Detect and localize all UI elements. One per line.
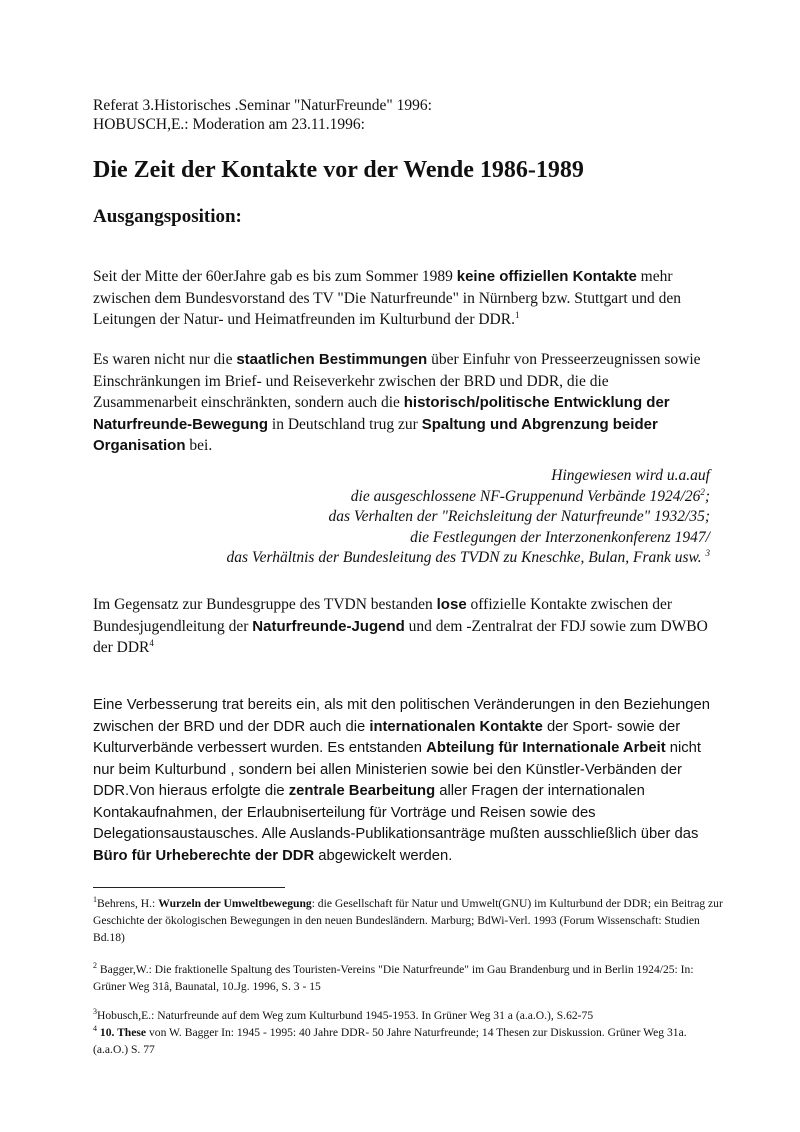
footnote-ref-2: 2 xyxy=(700,486,705,497)
paragraph-2-text-1: Es waren nicht nur die xyxy=(93,351,237,368)
document-header xyxy=(93,96,432,134)
quote-line-2-text: die ausgeschlossene NF-Gruppenund Verbände 1924/26 xyxy=(350,487,701,505)
paragraph-2-bold-1: staatlichen Bestimmungen xyxy=(236,351,428,368)
footnote-ref-3: 3 xyxy=(705,547,710,558)
paragraph-2 xyxy=(93,349,713,457)
header-line-2: HOBUSCH,E.: Moderation am 23.11.1996: xyxy=(93,116,365,133)
paragraph-4-text-1: Eine Verbesserung trat bereits ein, als mit den politischen Veränderungen in den Beziehungen zwischen der BRD und der DDR auch die xyxy=(93,697,710,735)
paragraph-2-text-2: über Einfuhr von Presseerzeugnissen sowie Einschränkungen im Brief- und Reiseverkehr zwischen der BRD und DDR, die die Zusammenarbeit einschränkten, sondern auch die xyxy=(93,351,701,411)
section-heading: Ausgangsposition: xyxy=(93,206,242,227)
paragraph-2-bold-2: historisch/politische Entwicklung der Naturfreunde-Bewegung xyxy=(93,394,670,433)
quote-line-2 xyxy=(226,487,710,508)
paragraph-3-bold-2: Naturfreunde-Jugend xyxy=(252,617,405,635)
quote-line-1: Hingewiesen wird u.a.auf xyxy=(551,467,710,484)
paragraph-1-text-2: mehr zwischen dem Bundesvorstand des TV "Die Naturfreunde" in Nürnberg bzw. Stuttgart und den Leitungen der Natur- und Heimatfreunden im Kulturbund der DDR. xyxy=(93,268,682,328)
paragraph-3-bold-1: lose xyxy=(436,596,467,613)
paragraph-1 xyxy=(93,266,713,331)
footnote-1-number: 1 xyxy=(93,895,97,905)
paragraph-3-text-3: und dem -Zentralrat der FDJ sowie zum DWBO der DDR xyxy=(93,617,708,656)
quote-line-4: die Festlegungen der Interzonenkonferenz 1947/ xyxy=(410,528,710,546)
footnote-2-text: Bagger,W.: Die fraktionelle Spaltung des Touristen-Vereins "Die Naturfreunde" im Gau Brandenburg und in Berlin 1924/25: In: Grüner Weg 31â, Baunatal, 10.Jg. 1996, S. 3 - 15 xyxy=(93,963,694,993)
paragraph-4-bold-4: Büro für Urheberechte der DDR xyxy=(93,847,315,864)
footnote-4-text: von W. Bagger In: 1945 - 1995: 40 Jahre DDR- 50 Jahre Naturfreunde; 14 Thesen zur Diskussion. Grüner Weg 31a. (a.a.O.) S. 77 xyxy=(93,1026,687,1056)
quote-line-5 xyxy=(226,548,710,569)
footnote-1-text-1: Behrens, H.: xyxy=(97,897,159,910)
paragraph-3-text-1: Im Gegensatz zur Bundesgruppe des TVDN bestanden xyxy=(93,596,437,613)
footnote-3-text: Hobusch,E.: Naturfreunde auf dem Weg zum Kulturbund 1945-1953. In Grüner Weg 31 a (a.a.O.), S.62-75 xyxy=(97,1009,594,1022)
footnote-3-number: 3 xyxy=(93,1007,97,1017)
quote-line-5-text: das Verhältnis der Bundesleitung des TVDN zu Kneschke, Bulan, Frank usw. xyxy=(226,549,702,566)
paragraph-2-text-3: in Deutschland trug zur xyxy=(268,415,422,433)
footnote-3 xyxy=(93,1007,723,1024)
paragraph-4-bold-1: internationalen Kontakte xyxy=(369,718,543,735)
paragraph-4-text-3: nicht nur beim Kulturbund , sondern bei allen Ministerien sowie bei den Künstler-Verbänden der DDR.Von hieraus erfolgte die xyxy=(93,740,702,799)
header-line-1: Referat 3.Historisches .Seminar "NaturFreunde" 1996: xyxy=(93,97,432,114)
paragraph-4-bold-2: Abteilung für Internationale Arbeit xyxy=(426,740,666,756)
quote-line-3: das Verhalten der "Reichsleitung der Naturfreunde" 1932/35; xyxy=(328,508,710,525)
paragraph-4-text-4: aller Fragen der internationalen Kontakaufnahmen, der Erlaubniserteilung für Vorträge und Reisen sowie des Delegationsaustausches. Alle Auslands-Publikationsanträge mußten ausschließlich über das xyxy=(93,783,699,842)
paragraph-2-text-4: bei. xyxy=(185,437,213,454)
footnote-4-number: 4 xyxy=(93,1024,97,1034)
footnote-4-bold: 10. These xyxy=(97,1026,147,1039)
paragraph-2-bold-3: Spaltung und Abgrenzung beider Organisation xyxy=(93,415,658,454)
footnote-1-bold: Wurzeln der Umweltbewegung xyxy=(158,897,312,910)
quotation-block xyxy=(226,466,710,569)
footnote-2 xyxy=(93,961,723,995)
footnote-2-number: 2 xyxy=(93,961,97,971)
paragraph-4 xyxy=(93,695,713,867)
paragraph-4-text-5: abgewickelt werden. xyxy=(314,847,453,864)
footnote-ref-4: 4 xyxy=(149,637,154,648)
footnote-divider xyxy=(93,887,285,888)
page-title: Die Zeit der Kontakte vor der Wende 1986-1989 xyxy=(93,157,584,183)
paragraph-3 xyxy=(93,594,713,659)
footnote-1 xyxy=(93,895,723,946)
footnote-4 xyxy=(93,1024,723,1058)
paragraph-4-bold-3: zentrale Bearbeitung xyxy=(288,783,436,799)
footnote-1-text-2: : die Gesellschaft für Natur und Umwelt(GNU) im Kulturbund der DDR; ein Beitrag zur Geschichte der ökologischen Bewegungen in den neuen Bundesländern. Marburg; BdWi-Verl. 1993 (Forum Wissenschaft: Studien Bd.18) xyxy=(93,897,723,944)
paragraph-3-text-2: offizielle Kontakte zwischen der Bundesjugendleitung der xyxy=(93,596,673,635)
footnote-ref-1: 1 xyxy=(514,309,520,320)
quote-line-2-end: ; xyxy=(704,487,710,505)
paragraph-4-text-2: der Sport- sowie der Kulturverbände verbessert wurden. Es entstanden xyxy=(93,718,681,756)
paragraph-1-bold-1: keine offiziellen Kontakte xyxy=(456,268,637,285)
paragraph-1-text-1: Seit der Mitte der 60erJahre gab es bis zum Sommer 1989 xyxy=(93,268,457,285)
